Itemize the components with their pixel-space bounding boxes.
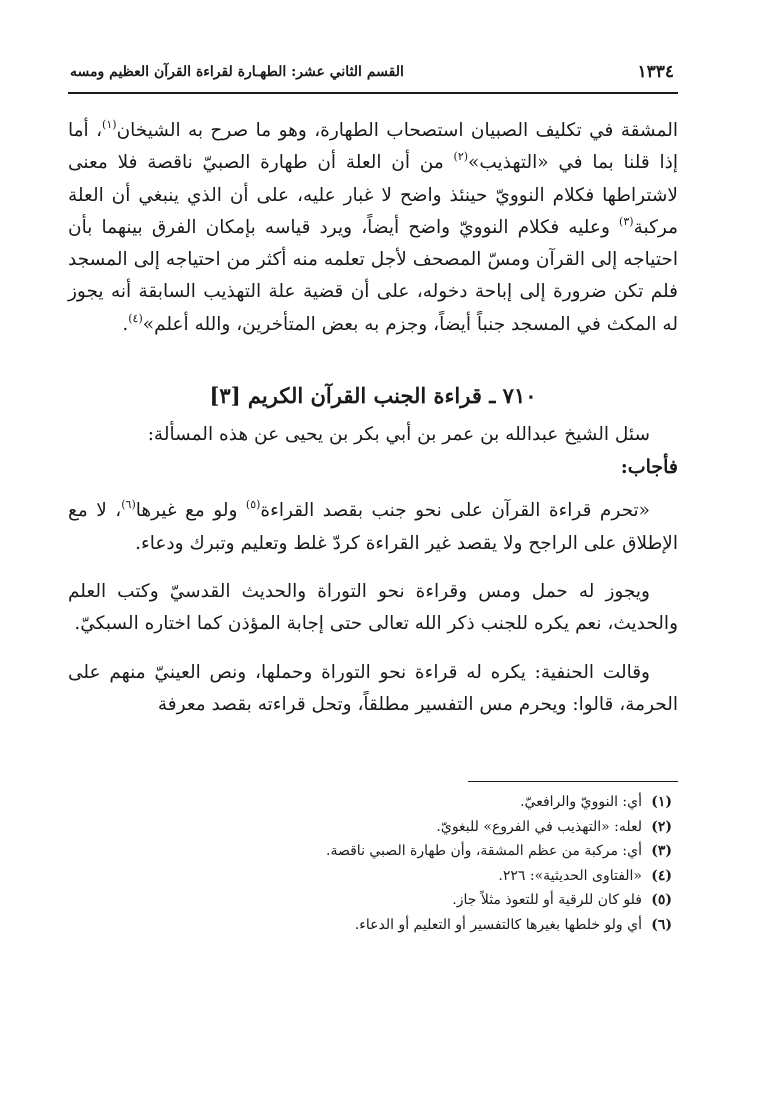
footnote-item (68, 913, 678, 938)
footnote-item (68, 888, 678, 913)
footnote-ref-5[interactable]: (٥) (245, 498, 261, 512)
footnotes-list (68, 790, 678, 937)
footnote-number: (٥) (651, 892, 672, 909)
text-run: ، أما إذا قلنا بما في «التهذيب» (68, 120, 678, 174)
footnote-text: أي ولو خلطها بغيرها كالتفسير أو التعليم أو الدعاء. (354, 916, 642, 933)
footnote-item (68, 815, 678, 840)
text-run: . (122, 313, 129, 335)
footnote-number: (١) (651, 794, 672, 811)
fatwa-paragraph (68, 495, 678, 560)
footnote-text: أي: مركبة من عظم المشقة، وأن طهارة الصبي ناقصة. (326, 843, 642, 860)
footnote-number: (٢) (651, 818, 672, 835)
footnote-text: أي: النوويّ والرافعيّ. (520, 794, 642, 811)
footnote-text: «الفتاوى الحديثية»: ٢٢٦. (498, 867, 642, 884)
running-header (68, 52, 678, 94)
footnote-ref-1[interactable]: (١) (102, 118, 117, 131)
text-run: ولو مع غيرها (135, 500, 246, 522)
text-run: ، لا مع الإطلاق على الراجح ولا يقصد غير القراءة كردّ غلط وتعليم وتبرك ودعاء. (68, 500, 678, 554)
footnote-number: (٣) (651, 843, 672, 860)
footnote-number: (٦) (651, 916, 672, 933)
footnote-text: فلو كان للرقية أو للتعوذ مثلاً جاز. (452, 892, 642, 909)
footnote-item (68, 864, 678, 889)
paragraph-continuation (68, 115, 678, 341)
book-page (68, 52, 678, 937)
text-run: المشقة في تكليف الصبيان استصحاب الطهارة، وهو ما صرح به الشيخان (116, 120, 678, 141)
footnote-ref-6[interactable]: (٦) (121, 498, 136, 512)
footnote-ref-2[interactable]: (٢) (453, 150, 469, 164)
footnote-text: لعله: «التهذيب في الفروع» للبغويّ. (436, 818, 642, 835)
text-run: وعليه فكلام النوويّ واضح أيضاً، ويرد قياسه بإمكان الفرق بينهما بأن احتياجه إلى القرآن ومسّ المصحف لأجل تعلمه منه أكثر من احتياجه إلى المسجد فلم تكن ضرورة إلى إباحة دخوله، على أن قضية علة التهذيب السابقة أنه يجوز له المكث في المسجد جنباً أيضاً، وجزم به بعض المتأخرين، والله أعلم» (68, 216, 678, 335)
footnote-item (68, 790, 678, 815)
text-run: «تحرم قراءة القرآن على نحو جنب بقصد القراءة (260, 500, 650, 522)
section-heading: ٧١٠ ـ قراءة الجنب القرآن الكريم [٣] (209, 383, 537, 409)
page-number: ١٣٣٤ (637, 62, 674, 82)
question-paragraph: سئل الشيخ عبدالله بن عمر بن أبي بكر بن يحيى عن هذه المسألة: (147, 424, 650, 446)
paragraph-permissions: ويجوز له حمل ومس وقراءة نحو التوراة والحديث القدسيّ وكتب العلم والحديث، نعم يكره للجنب ذكر الله تعالى حتى إجابة المؤذن كما اختاره السبكيّ. (68, 580, 678, 635)
footnote-number: (٤) (651, 867, 672, 884)
text-run: من أن العلة أن طهارة الصبيّ ناقصة فلا معنى لاشتراطها فكلام النوويّ حينئذ واضح لا غبار عليه، على أن الذي ينبغي أن العلة مركبة (68, 152, 678, 238)
footnote-ref-3[interactable]: (٣) (619, 214, 634, 228)
answer-label: فأجاب: (620, 456, 678, 479)
footnote-ref-4[interactable]: (٤) (128, 311, 143, 325)
running-title: القسم الثاني عشر: الطهـارة لقراءة القرآن العظيم ومسه (70, 64, 404, 80)
paragraph-hanafi: وقالت الحنفية: يكره له قراءة نحو التوراة وحملها، ونص العينيّ منهم على الحرمة، قالوا: ويحرم مس التفسير مطلقاً، وتحل قراءته بقصد معرفة (68, 661, 678, 715)
footnote-item (68, 839, 678, 864)
footnote-separator (468, 781, 678, 782)
